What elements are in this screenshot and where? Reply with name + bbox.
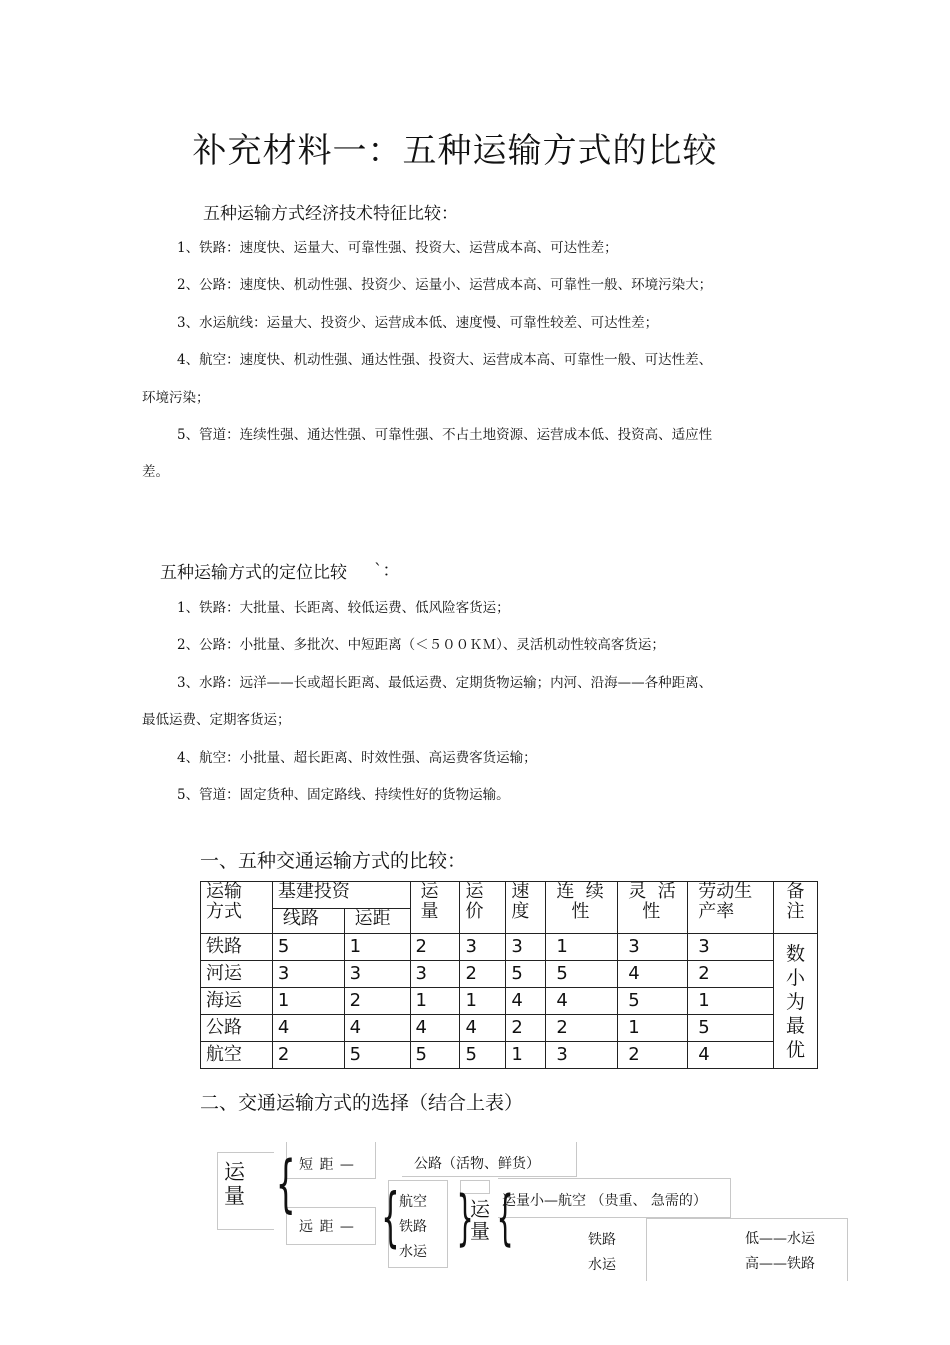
header-productivity: 劳动生 产率 [688, 882, 774, 934]
table-row [201, 934, 818, 961]
header-invest: 基建投资 [272, 882, 410, 909]
cell-value: 5 [688, 1015, 774, 1042]
cell-value: 3 [344, 961, 410, 988]
cell-value: 5 [344, 1042, 410, 1069]
cell-value: 4 [506, 988, 546, 1015]
cell-value: 2 [688, 961, 774, 988]
cell-value: 3 [460, 934, 506, 961]
short-distance: 短 距 — [299, 1157, 355, 1173]
large-volume-modes: 铁路 水运 [588, 1232, 616, 1273]
cell-mode: 河运 [201, 961, 273, 988]
header-note: 备 注 [774, 882, 818, 934]
position-heading: 五种运输方式的定位比较 [160, 563, 347, 583]
cell-value: 1 [344, 934, 410, 961]
cell-value: 2 [506, 1015, 546, 1042]
cell-value: 1 [272, 988, 344, 1015]
cell-value: 5 [506, 961, 546, 988]
position-item: 5、管道：固定货种、固定路线、持续性好的货物运输。 [177, 787, 510, 803]
brace-icon: { [275, 1147, 296, 1220]
header-route: 线路 [272, 909, 344, 934]
cell-value: 3 [410, 961, 460, 988]
position-item: 3、水路：远洋——长或超长距离、最低运费、定期货物运输；内河、沿海——各种距离、 [177, 675, 713, 691]
note-cell: 数 小 为 最 优 [774, 934, 818, 1069]
cell-value: 1 [618, 1015, 688, 1042]
position-heading-tail: `： [374, 561, 400, 581]
root-label: 运 量 [224, 1160, 245, 1208]
header-volume: 运 量 [410, 882, 460, 934]
feature-item: 3、水运航线：运量大、投资少、运营成本低、速度慢、可靠性较差、可达性差； [177, 315, 659, 331]
volume-label: 运 量 [470, 1197, 490, 1243]
road-option: 公路（活物、鲜货） [414, 1156, 540, 1172]
cell-value: 1 [546, 934, 618, 961]
cell-value: 3 [272, 961, 344, 988]
cell-value: 2 [460, 961, 506, 988]
cell-value: 4 [344, 1015, 410, 1042]
cell-value: 5 [410, 1042, 460, 1069]
cell-value: 4 [618, 961, 688, 988]
comparison-heading: 一、五种交通运输方式的比较： [200, 850, 467, 872]
brace-close-icon: } [456, 1183, 474, 1253]
cell-value: 2 [410, 934, 460, 961]
cell-value: 1 [410, 988, 460, 1015]
feature-item: 差。 [142, 464, 169, 480]
cell-value: 1 [460, 988, 506, 1015]
cell-value: 4 [460, 1015, 506, 1042]
cell-mode: 航空 [201, 1042, 273, 1069]
header-distance: 运距 [344, 909, 410, 934]
cell-mode: 公路 [201, 1015, 273, 1042]
brace-icon: { [381, 1181, 400, 1255]
cell-value: 5 [618, 988, 688, 1015]
feature-item: 4、航空：速度快、机动性强、通达性强、投资大、运营成本高、可靠性一般、可达性差、 [177, 352, 713, 368]
header-mode: 运输 方式 [201, 882, 273, 934]
long-distance: 远 距 — [299, 1219, 355, 1235]
header-price: 运 价 [460, 882, 506, 934]
cell-value: 4 [410, 1015, 460, 1042]
comparison-table [200, 881, 818, 1069]
cell-value: 3 [506, 934, 546, 961]
header-speed: 速 度 [506, 882, 546, 934]
low-cost: 低——水运 [745, 1231, 815, 1247]
small-volume: 运量小—航空 （贵重、 急需的） [502, 1193, 707, 1209]
brace-icon: { [496, 1183, 514, 1253]
cell-value: 4 [688, 1042, 774, 1069]
table-row [201, 1042, 818, 1069]
cell-value: 2 [344, 988, 410, 1015]
header-continuity: 连 续 性 [546, 882, 618, 934]
cell-value: 4 [546, 988, 618, 1015]
table-row [201, 988, 818, 1015]
position-item: 4、航空：小批量、超长距离、时效性强、高运费客货运输； [177, 750, 537, 766]
position-item: 最低运费、定期客货运； [142, 712, 291, 728]
cell-value: 2 [272, 1042, 344, 1069]
position-item: 1、铁路：大批量、长距离、较低运费、低风险客货运； [177, 600, 510, 616]
cell-mode: 铁路 [201, 934, 273, 961]
cell-value: 5 [546, 961, 618, 988]
feature-item: 环境污染； [142, 390, 210, 406]
header-flexibility: 灵 活 性 [618, 882, 688, 934]
cell-value: 1 [688, 988, 774, 1015]
feature-item: 2、公路：速度快、机动性强、投资少、运量小、运营成本高、可靠性一般、环境污染大； [177, 277, 713, 293]
table-row [201, 1015, 818, 1042]
cell-value: 2 [546, 1015, 618, 1042]
cell-value: 3 [618, 934, 688, 961]
cell-value: 3 [546, 1042, 618, 1069]
feature-item: 5、管道：连续性强、通达性强、可靠性强、不占土地资源、运营成本低、投资高、适应性 [177, 427, 713, 443]
high-cost: 高——铁路 [745, 1256, 815, 1272]
cell-value: 5 [460, 1042, 506, 1069]
features-heading: 五种运输方式经济技术特征比较： [203, 204, 458, 224]
position-item: 2、公路：小批量、多批次、中短距离（＜５００ＫＭ）、灵活机动性较高客货运； [177, 637, 665, 653]
cell-value: 2 [618, 1042, 688, 1069]
cell-value: 3 [688, 934, 774, 961]
feature-item: 1、铁路：速度快、运量大、可靠性强、投资大、运营成本高、可达性差； [177, 240, 618, 256]
cell-mode: 海运 [201, 988, 273, 1015]
table-row [201, 961, 818, 988]
mode-list: 航空 铁路 水运 [399, 1194, 427, 1260]
cell-value: 4 [272, 1015, 344, 1042]
cell-value: 5 [272, 934, 344, 961]
selection-heading: 二、交通运输方式的选择（结合上表） [200, 1092, 524, 1114]
cell-value: 1 [506, 1042, 546, 1069]
page-title: 补充材料一：五种运输方式的比较 [192, 131, 718, 171]
